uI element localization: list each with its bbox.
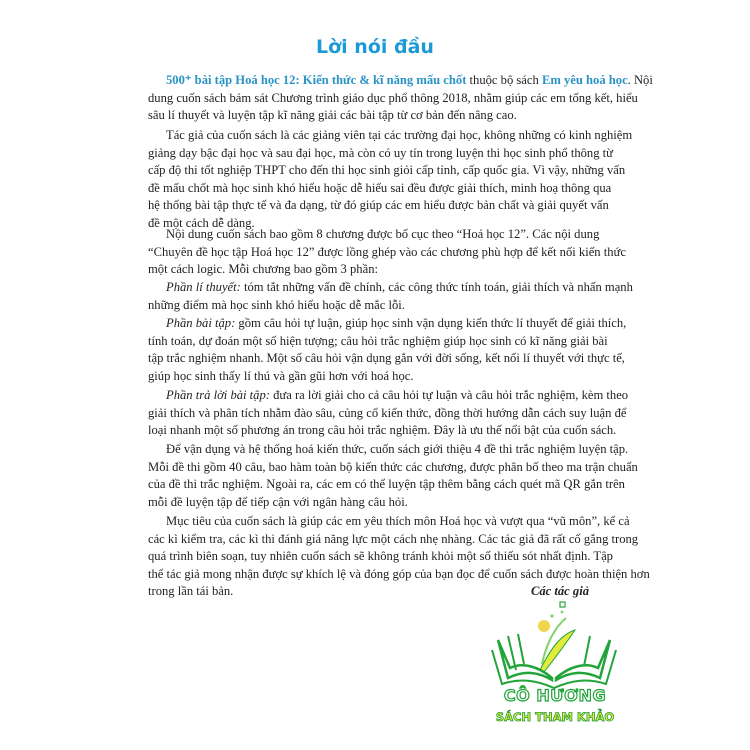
text-line xyxy=(148,422,617,440)
text-line xyxy=(148,127,633,145)
text-line xyxy=(148,333,608,351)
text-line xyxy=(148,297,589,315)
section-label: Phần lí thuyết: xyxy=(166,280,241,294)
text-line xyxy=(148,145,613,163)
text-span: Tác giả của cuốn sách là các giảng viên tại các trường đại học, không những có kinh nghiệm xyxy=(166,128,633,142)
text-span: hệ thống bài tập thực tế và đa dạng, từ đó giúp các em hiểu được bản chất và giải quyết vấn xyxy=(148,198,609,213)
text-line xyxy=(148,315,627,333)
book-title-highlight: Em yêu hoá học xyxy=(541,73,628,87)
text-span: Để vận dụng và hệ thống hoá kiến thức, cuốn sách giới thiệu 4 đề thi trắc nghiệm luyện tập. xyxy=(166,442,629,456)
text-line xyxy=(148,441,629,459)
text-span: giúp học sinh thấy lí thú và gần gũi hơn với hoá học. xyxy=(148,368,414,383)
section-label: Phần trả lời bài tập: xyxy=(166,388,270,402)
text-line xyxy=(148,350,625,368)
paragraph xyxy=(148,315,627,385)
text-line xyxy=(148,405,627,423)
text-line xyxy=(148,107,589,125)
text-span: giảng dạy bậc đại học và sau đại học, mà còn có uy tín trong luyện thi học sinh phổ thông từ xyxy=(148,145,613,160)
paragraph xyxy=(148,226,626,279)
text-span: thể tác giả mong nhận được sự khích lệ và đóng góp của bạn đọc để cuốn sách được hoàn thiện hơn xyxy=(148,566,650,581)
text-line xyxy=(148,387,629,405)
text-span: “Chuyên đề học tập Hoá học 12” được lồng ghép vào các chương phù hợp để kết nối kiến thức xyxy=(148,244,626,259)
text-span: những điểm mà học sinh khó hiểu hoặc dễ mắc lỗi. xyxy=(148,297,405,312)
text-line xyxy=(148,197,609,215)
publisher-logo xyxy=(480,600,630,730)
text-span: trong lần tái bản. xyxy=(148,584,234,599)
open-book-logo-icon xyxy=(480,600,630,690)
text-span: dung cuốn sách bám sát Chương trình giáo dục phổ thông 2018, nhằm giúp các em tổng kết, hiểu xyxy=(148,90,638,105)
text-span: gồm câu hỏi tự luận, giúp học sinh vận dụng kiến thức lí thuyết để giải thích, xyxy=(235,316,627,330)
text-line xyxy=(148,90,638,108)
paragraph xyxy=(148,72,653,125)
text-line xyxy=(148,261,589,279)
text-line xyxy=(148,226,600,244)
text-span: Nội dung cuốn sách bao gồm 8 chương được bố cục theo “Hoá học 12”. Các nội dung xyxy=(166,227,600,241)
text-span: giải thích và phân tích nhằm đào sâu, củng cố kiến thức, đồng thời hướng dẫn cách suy luận để xyxy=(148,405,627,420)
text-span: Mục tiêu của cuốn sách là giúp các em yêu thích môn Hoá học và vượt qua “vũ môn”, kể cả xyxy=(166,514,630,528)
text-line xyxy=(148,494,589,512)
text-span: mỗi đề luyện tập để tiếp cận với ngân hàng câu hỏi. xyxy=(148,494,408,509)
paragraph xyxy=(148,387,629,440)
text-line xyxy=(148,531,639,549)
text-span: tính toán, dự đoán một số hiện tượng; câu hỏi trắc nghiệm giúp học sinh có kĩ năng giải bài xyxy=(148,333,608,348)
text-span: Mỗi đề thi gồm 40 câu, bao hàm toàn bộ kiến thức các chương, được phân bố theo ma trận chuẩn xyxy=(148,459,638,474)
paragraph xyxy=(148,279,633,314)
text-line xyxy=(148,180,612,198)
text-line xyxy=(148,162,626,180)
text-line xyxy=(148,459,638,477)
text-line xyxy=(148,72,653,90)
text-span: loại nhanh một số phương án trong câu hỏi trắc nghiệm. Đây là ưu thế nổi bật của cuốn sách. xyxy=(148,423,617,438)
text-span: cấp độ thi tốt nghiệp THPT cho đến thi học sinh giỏi cấp tỉnh, cấp quốc gia. Vì vậy, những vấn xyxy=(148,163,626,178)
text-span: một cách logic. Mỗi chương bao gồm 3 phần: xyxy=(148,262,378,277)
page-title: Lời nói đầu xyxy=(316,36,434,58)
text-span: quá trình biên soạn, tuy nhiên cuốn sách sẽ không tránh khỏi một số thiếu sót nhất định. Tập xyxy=(148,549,613,564)
text-span: sâu lí thuyết và luyện tập kĩ năng giải các bài tập từ cơ bản đến nâng cao. xyxy=(148,108,517,123)
book-title-highlight: 500⁺ bài tập Hoá học 12: Kiến thức & kĩ năng mấu chốt xyxy=(166,73,467,87)
section-label: Phần bài tập: xyxy=(166,316,236,330)
text-span: . Nội xyxy=(627,73,653,87)
text-line xyxy=(148,566,650,584)
text-line xyxy=(148,279,633,297)
text-line xyxy=(148,244,626,262)
paragraph xyxy=(148,127,633,233)
text-line xyxy=(148,368,589,386)
text-span: đưa ra lời giải cho cả câu hỏi tự luận và câu hỏi trắc nghiệm, kèm theo xyxy=(269,388,629,402)
signature: Các tác giả xyxy=(530,584,589,598)
logo-text-brand: CÔ HƯƠNG xyxy=(503,686,607,705)
text-span: của đề thi trắc nghiệm. Ngoài ra, các em có thể luyện tập thêm bằng cách quét mã QR gắn trên xyxy=(148,477,625,492)
text-span: tóm tắt những vấn đề chính, các công thức tính toán, giải thích và nhấn mạnh xyxy=(240,280,633,294)
text-span: tập trắc nghiệm nhanh. Một số câu hỏi vận dụng gắn với đời sống, kết nối lí thuyết với thực tế, xyxy=(148,351,625,366)
text-span: các kì kiểm tra, các kì thi đánh giá năng lực một cách nhẹ nhàng. Các tác giả đã rất cố gắng trong xyxy=(148,531,639,546)
text-line xyxy=(148,548,613,566)
logo-text-tagline: SÁCH THAM KHẢO xyxy=(495,710,615,724)
paragraph xyxy=(148,441,638,511)
text-span: thuộc bộ sách xyxy=(466,73,542,87)
text-span: đề mấu chốt mà học sinh khó hiểu hoặc dễ hiểu sai đều được giải thích, minh hoạ thông qua xyxy=(148,180,612,195)
text-line xyxy=(148,476,625,494)
text-line xyxy=(148,513,630,531)
text-span: đề một cách dễ dàng. xyxy=(148,215,255,230)
